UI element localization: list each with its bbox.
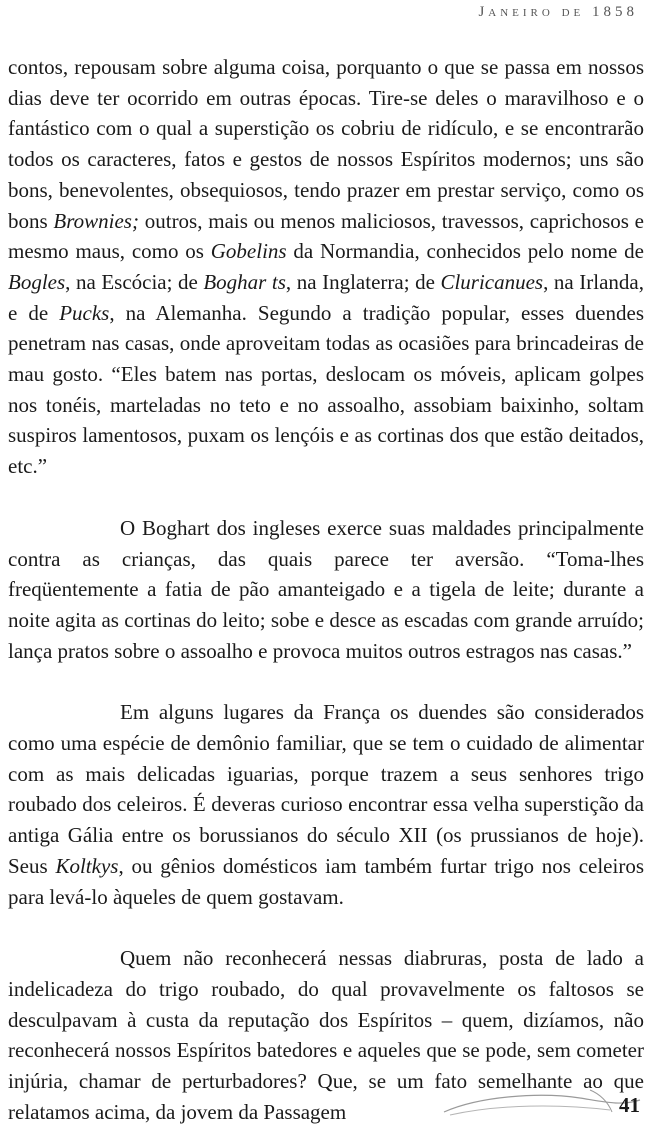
italic-term: Koltkys — [55, 853, 119, 878]
text-run: Quem não reconhecerá nessas diabruras, posta de lado a indelicadeza do trigo roubado, do qual provavelmente os faltosos se desculpavam à custa da reputação dos Espíritos – quem, dizíamos, não reconhecerá nossos Espíritos batedores e aqueles que se pode, sem cometer injúria, chamar de perturbadores? Que, se um fato semelhante ao que relatamos acima, da jovem da Passagem — [8, 946, 644, 1124]
italic-term: Cluricanues — [440, 269, 544, 294]
text-run: da Normandia, conhecidos pelo nome de — [286, 239, 644, 264]
text-run: outros, mais ou menos maliciosos, travessos, caprichosos e mesmo maus, como os — [8, 208, 644, 264]
paragraph-2 — [8, 513, 644, 667]
italic-term: Bogles — [8, 269, 66, 294]
running-header — [478, 4, 638, 21]
running-title: Janeiro de 1858 — [478, 4, 638, 20]
text-run: , na Alemanha. Segundo a tradição popular, esses duendes penetram nas casas, onde aproveitam todas as ocasiões para brincadeiras de mau gosto. “Eles batem nas portas, deslocam os móveis, aplicam golpes nos tonéis, marteladas no teto e no assoalho, assobiam baixinho, soltam suspiros lamentosos, puxam os lençóis e as cortinas dos que estão deitados, etc.” — [8, 300, 644, 479]
italic-term: Boghar ts — [203, 269, 286, 294]
text-run: O Boghart dos ingleses exerce suas maldades principalmente contra as crianças, das quais parece ter aversão. “Toma-lhes freqüentemente a fatia de pão amanteigado e a tigela de leite; durante a noite agita as cortinas do leito; sobe e desce as escadas com grande arruído; lança pratos sobre o assoalho e provoca muitos outros estragos nas casas.” — [8, 515, 644, 663]
text-run: Em alguns lugares da França os duendes são considerados como uma espécie de demônio familiar, que se tem o cuidado de alimentar com as mais delicadas iguarias, porque trazem a seus senhores trigo roubado dos celeiros. É deveras curioso encontrar essa velha superstição da antiga Gália entre os borussianos do século XII (os prussianos de hoje). Seus — [8, 700, 644, 878]
text-run: contos, repousam sobre alguma coisa, porquanto o que se passa em nossos dias deve ter ocorrido em outras épocas. Tire-se deles o maravilhoso e o fantástico com o qual a superstição os cobriu de ridículo, e se encontrarão todos os caracteres, fatos e gestos de nossos Espíritos modernos; uns são bons, benevolentes, obsequiosos, tendo prazer em prestar serviço, como os bons — [8, 55, 644, 233]
italic-term: Gobelins — [210, 239, 287, 264]
text-run: , ou gênios domésticos iam também furtar trigo nos celeiros para levá-lo àqueles de quem gostavam. — [8, 853, 644, 909]
page-body — [8, 52, 644, 1128]
paragraph-3 — [8, 697, 644, 912]
text-run: , na Irlanda, e de — [8, 269, 644, 325]
italic-term: Pucks — [59, 300, 110, 325]
paragraph-1 — [8, 52, 644, 482]
page-number: 41 — [619, 1093, 640, 1117]
text-run: , na Escócia; de — [65, 269, 204, 294]
text-run: , na Inglaterra; de — [285, 269, 441, 294]
italic-term: Brownies; — [53, 208, 139, 233]
